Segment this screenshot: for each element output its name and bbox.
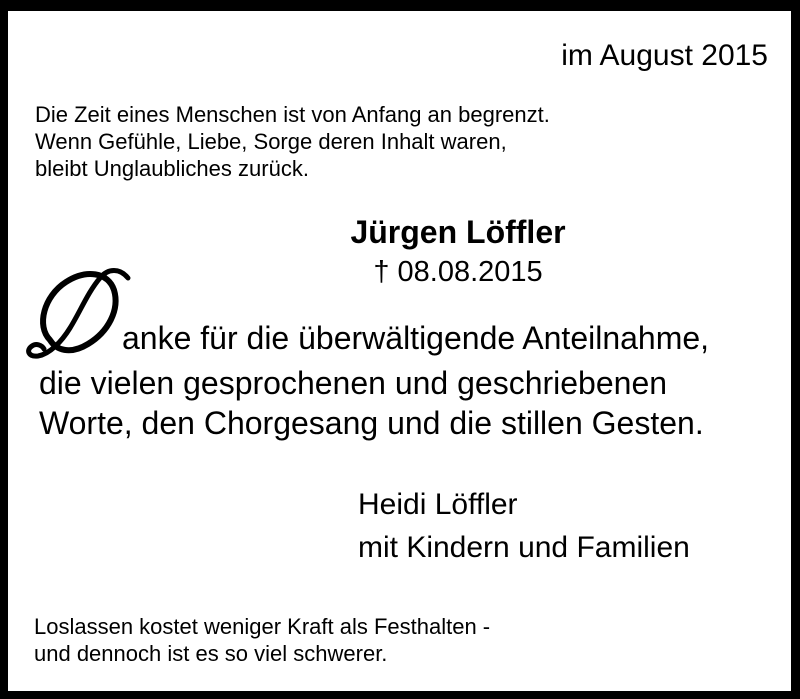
mourner-line: Heidi Löffler	[358, 488, 518, 521]
thanks-first-line	[122, 319, 709, 357]
thanks-line: die vielen gesprochenen und geschriebenen	[39, 365, 668, 401]
closing-verse-line: und dennoch ist es so viel schwerer.	[34, 641, 388, 666]
mourners-block	[358, 483, 690, 569]
thanks-line: Worte, den Chorgesang und die stillen Gesten.	[39, 405, 704, 441]
verse-line: Die Zeit eines Menschen ist von Anfang an begrenzt.	[35, 102, 550, 127]
opening-verse	[35, 101, 550, 182]
thanks-paragraph	[39, 363, 704, 443]
verse-line: Wenn Gefühle, Liebe, Sorge deren Inhalt waren,	[35, 129, 507, 154]
closing-verse	[34, 613, 490, 667]
mourner-line: mit Kindern und Familien	[358, 531, 690, 564]
death-date: † 08.08.2015	[373, 256, 543, 288]
notice-date: im August 2015	[561, 39, 768, 72]
verse-line: bleibt Unglaubliches zurück.	[35, 156, 309, 181]
deceased-block	[258, 212, 658, 291]
closing-verse-line: Loslassen kostet weniger Kraft als Festhalten -	[34, 614, 491, 639]
script-drop-cap-d-icon	[24, 266, 134, 362]
thanks-first-line-text: anke für die überwältigende Anteilnahme,	[122, 320, 710, 356]
deceased-name: Jürgen Löffler	[350, 214, 566, 250]
